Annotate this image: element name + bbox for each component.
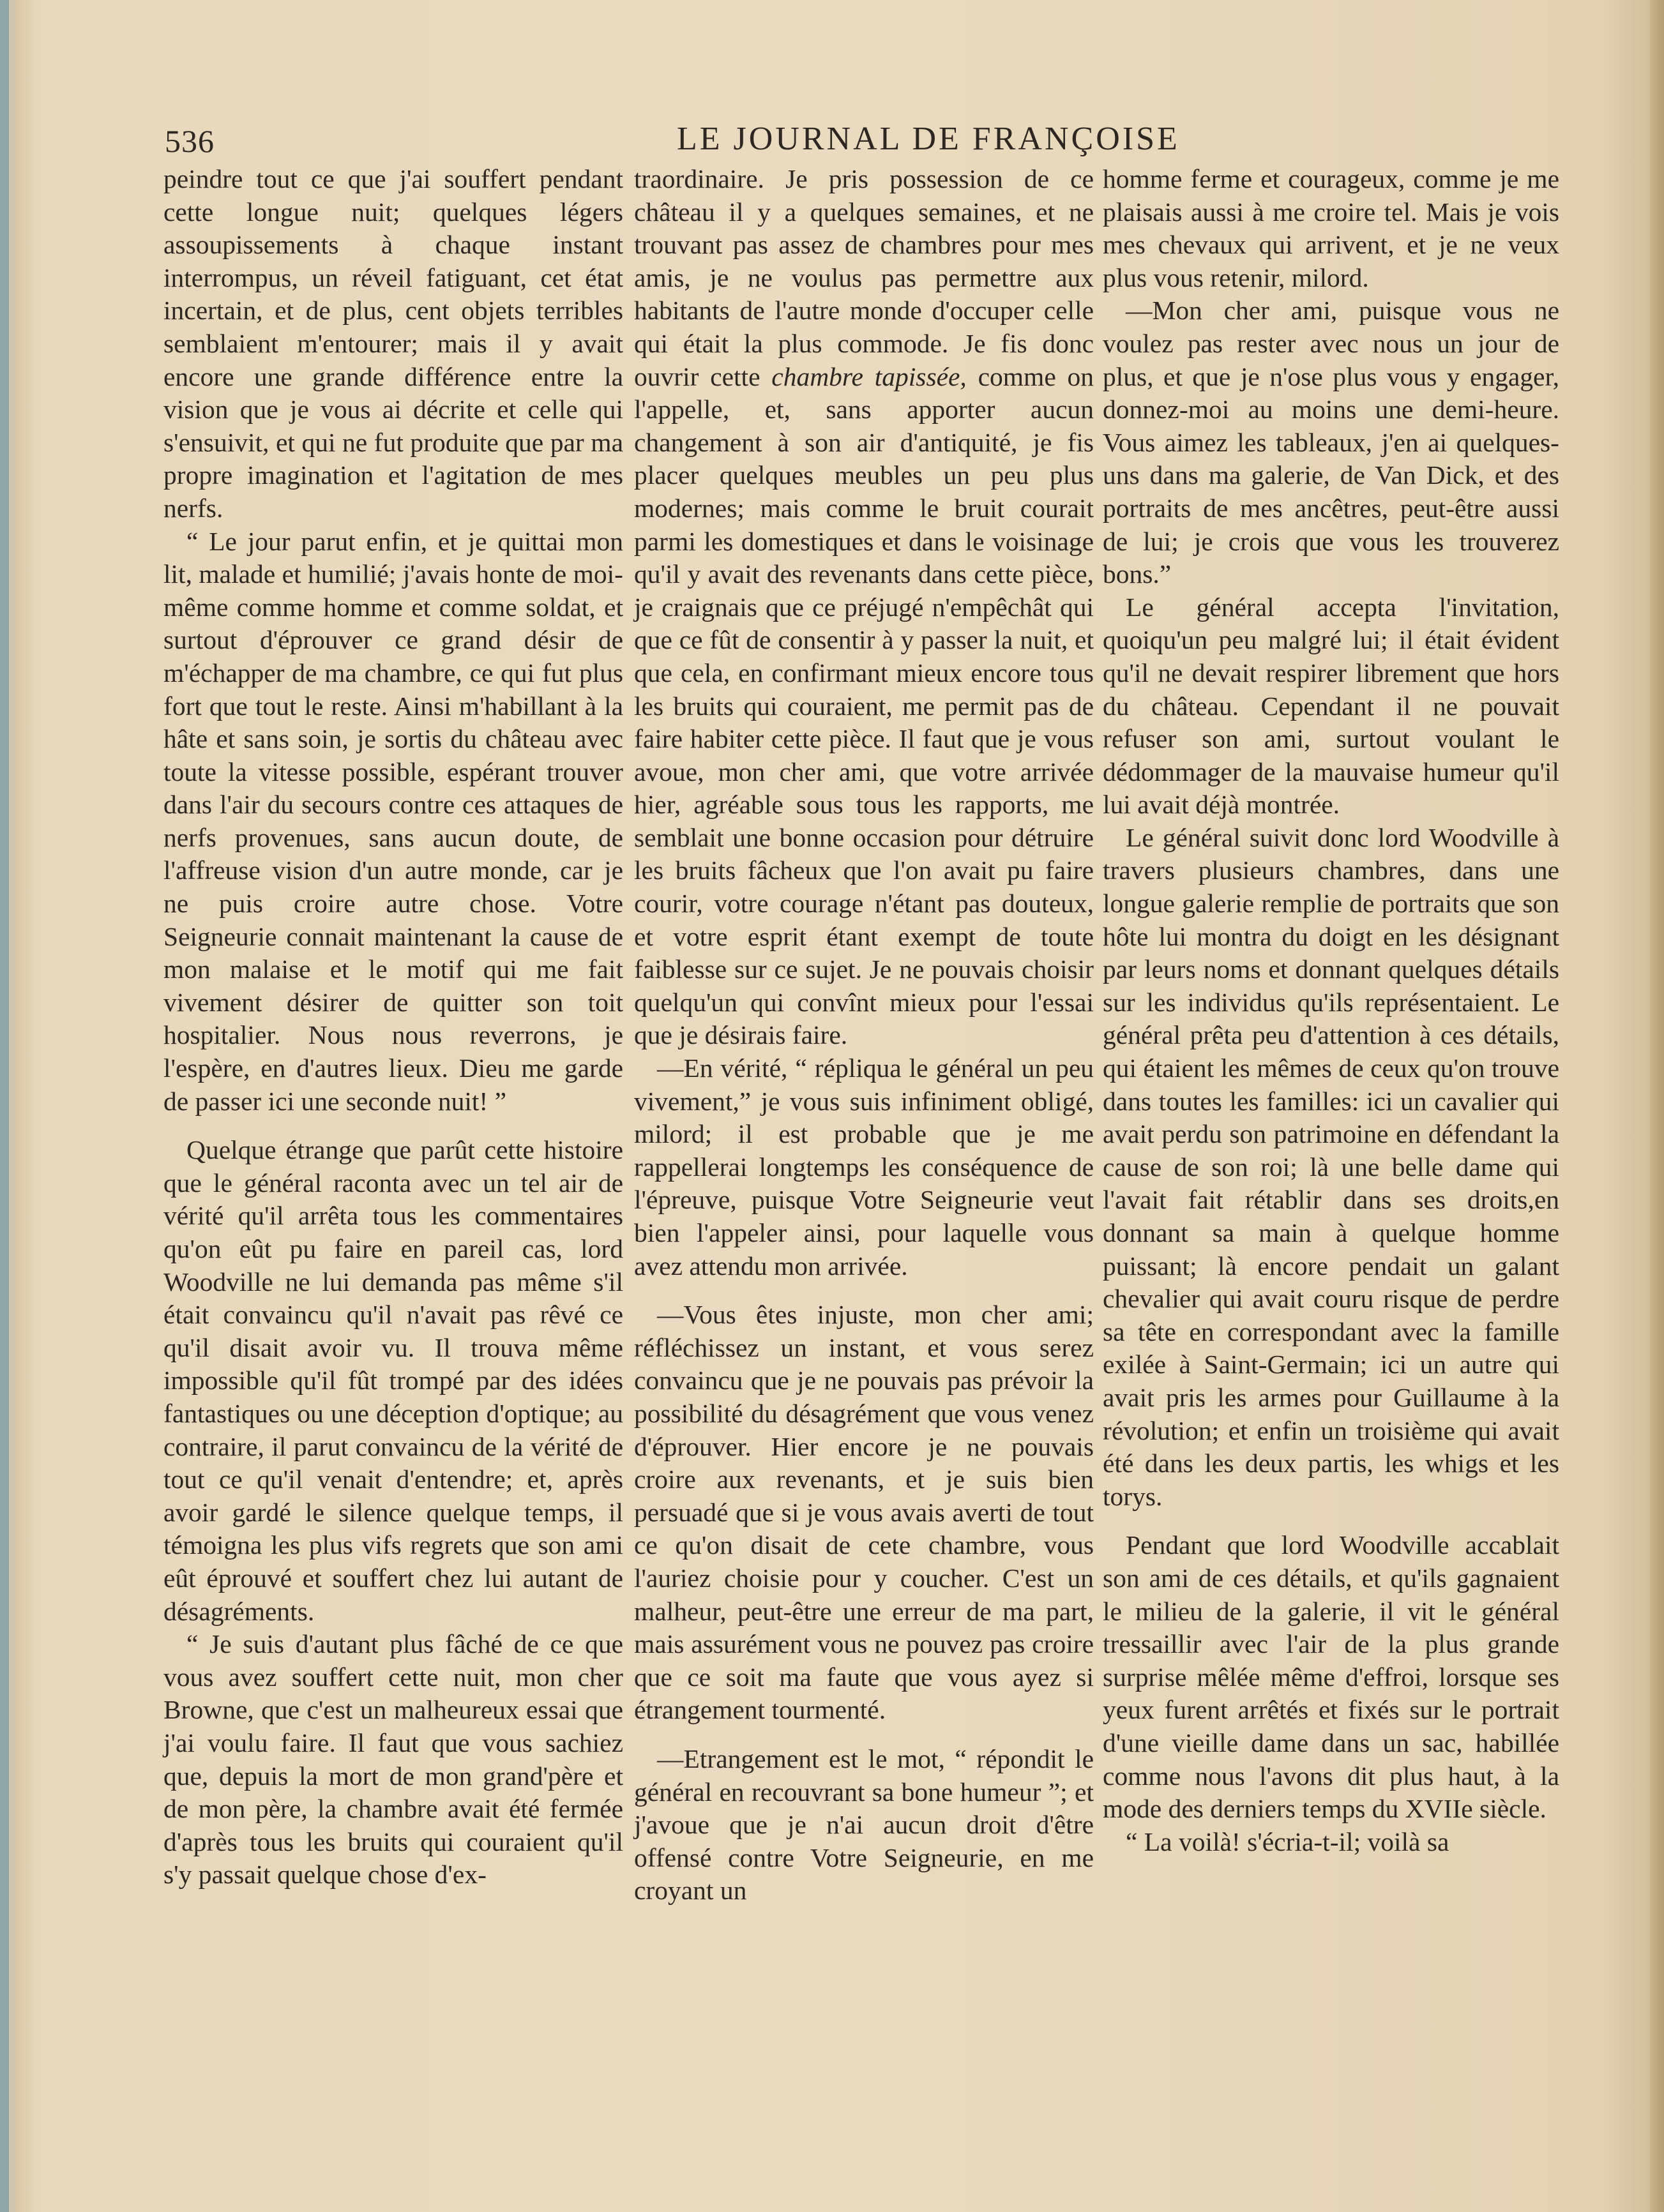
column-1 [163, 163, 623, 1892]
paragraph: —Vous êtes injuste, mon cher ami; réfléchissez un instant, et vous serez convaincu que je ne pouvais pas prévoir la possibilité du désagrément que vous venez d'éprouver. Hier encore je ne pouvais croire aux revenants, et je suis bien persuadé que si je vous avais averti de tout ce qu'on disait de cete chambre, vous l'auriez choisie pour y coucher. C'est un malheur, peut-être une erreur de ma part, mais assurément vous ne pouvez pas croire que ce soit ma faute que vous ayez si étrangement tourmenté. [634, 1300, 1094, 1725]
paragraph [634, 163, 1094, 1052]
paragraph: —Etrangement est le mot, “ répondit le général en recouvrant sa bone humeur ”; et j'avoue que je n'ai aucun droit d'être offensé contre Votre Seigneurie, en me croyant un [634, 1743, 1094, 1906]
paragraph: Le général accepta l'invitation, quoiqu'un peu malgré lui; il était évident qu'il ne devait respirer librement que hors du château. Cependant il ne pouvait refuser son ami, surtout voulant le dédommager de la mauvaise humeur qu'il lui avait déjà montrée. [1103, 592, 1559, 820]
paragraph: —En vérité, “ répliqua le général un peu vivement,” je vous suis infiniment obligé, milord; il est probable que je me rappellerai longtemps les conséquence de l'épreuve, puisque Votre Seigneurie veut bien l'appeler ainsi, pour laquelle vous avez attendu mon arrivée. [634, 1053, 1094, 1281]
paragraph-text: traordinaire. Je pris possession de ce château il y a quelques semaines, et ne trouvant pas assez de chambres pour mes amis, je ne voulus pas permettre aux habitants de l'autre monde d'occuper celle qui était la plus commode. Je fis donc ouvrir cette [634, 164, 1094, 391]
paragraph: Quelque étrange que parût cette histoire que le général raconta avec un tel air de vérité qu'il arrêta tous les commentaires qu'on eût pu faire en pareil cas, lord Woodville ne lui demanda pas même s'il était convaincu qu'il n'avait pas rêvé ce qu'il disait avoir vu. Il trouva même impossible qu'il fût trompé par des idées fantastiques ou une déception d'optique; au contraire, il parut convaincu de la vérité de tout ce qu'il venait d'entendre; et, après avoir gardé le silence quelque temps, il témoigna les plus vifs regrets que son ami eût éprouvé et souffert chez lui autant de désagréments. [163, 1135, 623, 1626]
paragraph: “ La voilà! s'écria-t-il; voilà sa [1126, 1826, 1449, 1856]
column-2 [634, 163, 1094, 1907]
paragraph: homme ferme et courageux, comme je me plaisais aussi à me croire tel. Mais je vois mes chevaux qui arrivent, et je ne veux plus vous retenir, milord. [1103, 164, 1559, 292]
paragraph: —Mon cher ami, puisque vous ne voulez pas rester avec nous un jour de plus, et que je n'ose plus vous y engager, donnez-moi au moins une demi-heure. Vous aimez les tableaux, j'en ai quelques-uns dans ma galerie, de Van Dick, et des portraits de mes ancêtres, peut-être aussi de lui; je crois que vous les trouverez bons.” [1103, 296, 1559, 589]
paragraph: Le général suivit donc lord Woodville à travers plusieurs chambres, dans une longue galerie remplie de portraits que son hôte lui montra du doigt en les désignant par leurs noms et donnant quelques détails sur les individus qu'ils représentaient. Le général prêta peu d'attention à ces détails, qui étaient les mêmes de ceux qu'on trouve dans toutes les familles: ici un cavalier qui avait perdu son patrimoine en défendant la cause de son roi; là une belle dame qui l'avait fait rétablir dans ses droits,en donnant sa main à quelque homme puissant; là encore pendait un galant chevalier qui avait couru risque de perdre sa tête en correspondant avec la famille exilée à Saint-Germain; ici un autre qui avait pris les armes pour Guillaume à la révolution; et enfin un troisième qui avait été dans les deux partis, les whigs et les torys. [1103, 822, 1559, 1511]
text-columns [0, 163, 1664, 2142]
column-3 [1103, 163, 1559, 1858]
paragraph: Pendant que lord Woodville accablait son ami de ces détails, et qu'ils gagnaient le milieu de la galerie, il vit le général tressaillir avec l'air de la plus grande surprise mêlée même d'effroi, lorsque ses yeux furent arrêtés et fixés sur le portrait d'une vieille dame dans un sac, habillée comme nous l'avons dit plus haut, à la mode des derniers temps du XVIIe siècle. [1103, 1530, 1559, 1824]
paragraph: peindre tout ce que j'ai souffert pendant cette longue nuit; quelques légers assoupissements à chaque instant interrompus, un réveil fatiguant, cet état incertain, et de plus, cent objets terribles semblaient m'entourer; mais il y avait encore une grande différence entre la vision que je vous ai décrite et celle qui s'ensuivit, et qui ne fut produite que par ma propre imagination et l'agitation de mes nerfs. [163, 164, 623, 523]
italic-phrase: chambre tapissée, [771, 361, 967, 391]
page-number: 536 [165, 123, 215, 159]
paragraph: “ Je suis d'autant plus fâché de ce que vous avez souffert cette nuit, mon cher Browne, que c'est un malheureux essai que j'ai voulu faire. Il faut que vous sachiez que, depuis la mort de mon grand'père et de mon père, la chambre avait été fermée d'après tous les bruits qui couraient qu'il s'y passait quelque chose d'ex- [163, 1629, 623, 1890]
running-head [0, 109, 1664, 160]
paragraph: “ Le jour parut enfin, et je quittai mon lit, malade et humilié; j'avais honte de moi-même comme homme et comme soldat, et surtout d'éprouver ce grand désir de m'échapper de ma chambre, ce qui fut plus fort que tout le reste. Ainsi m'habillant à la hâte et sans soin, je sortis du château avec toute la vitesse possible, espérant trouver dans l'air du secours contre ces attaques de nerfs provenues, sans aucun doute, de l'affreuse vision d'un autre monde, car je ne puis croire autre chose. Votre Seigneurie connait maintenant la cause de mon malaise et le motif qui me fait vivement désirer de quitter son toit hospitalier. Nous nous reverrons, je l'espère, en d'autres lieux. Dieu me garde de passer ici une seconde nuit! ” [163, 526, 623, 1116]
journal-title: LE JOURNAL DE FRANÇOISE [677, 121, 1180, 157]
paragraph-text: comme on l'appelle, et, sans apporter aucun changement à son air d'antiquité, je fis placer quelques meubles un peu plus modernes; mais comme le bruit courait parmi les domestiques et dans le voisinage qu'il y avait des revenants dans cette pièce, je craignais que ce préjugé n'empêchât qui que ce fût de consentir à y passer la nuit, et que cela, en confirmant mieux encore tous les bruits qui couraient, me permit pas de faire habiter cette pièce. Il faut que je vous avoue, mon cher ami, que votre arrivée hier, agréable sous tous les rapports, me semblait une bonne occasion pour détruire les bruits fâcheux que l'on avait pu faire courir, votre courage n'étant pas douteux, et votre esprit étant exempt de toute faiblesse sur ce sujet. Je ne pouvais choisir quelqu'un qui convînt mieux pour l'essai que je désirais faire. [634, 361, 1094, 1050]
